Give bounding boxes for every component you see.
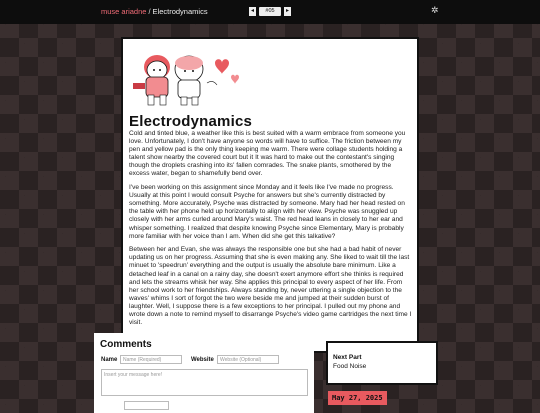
story-body — [129, 130, 413, 333]
date-badge: May 27, 2025 — [328, 391, 387, 405]
next-part-box[interactable] — [326, 341, 438, 385]
story-paragraph: Between her and Evan, she was always the responsible one but she had a bad habit of never updating us on her progress. Assuming that she is even making any. She liked to wait till the last minuet to 'speedrun' everything and the output is usually the absolute bare minimum. Like a detached leaf in a canal on a rainy day, she doesn't exert anymore effort she thinks is required and lets the streams whisk her way. She applies this principal to every aspect of her life. From her school work to her friendships. Always standing by, never uttering a single objection to the waves' whims I sort of forgot the two were beside me and jumped at their sudden burst of laughter. Well, I suppose there is a few exceptions to her principal. I pulled out my phone and wrote down a note to remind myself to disarrange Psyche's video game cartridges the next time I visit. — [129, 246, 412, 327]
comments-section — [94, 333, 314, 413]
next-chapter-button[interactable]: ▸ — [285, 8, 289, 14]
submit-button[interactable] — [124, 401, 169, 410]
breadcrumb — [101, 7, 208, 16]
star-icon[interactable]: ✲ — [431, 5, 439, 15]
message-textarea[interactable]: Insert your message here! — [101, 369, 308, 396]
name-input[interactable]: Name (Required) — [120, 355, 182, 364]
heart-icon — [231, 75, 239, 84]
name-label: Name — [101, 357, 118, 363]
website-label: Website — [191, 357, 214, 363]
character-right-icon — [175, 56, 203, 105]
story-card — [121, 37, 419, 353]
prev-chapter-button[interactable]: ◂ — [250, 8, 254, 14]
story-title: Electrodynamics — [129, 113, 253, 130]
heart-icon — [215, 59, 229, 74]
character-illustration — [129, 47, 244, 107]
next-part-label: Next Part — [333, 354, 362, 361]
top-bar — [0, 0, 540, 24]
breadcrumb-current-page: Electrodynamics — [152, 7, 208, 16]
next-part-link[interactable]: Food Noise — [333, 363, 367, 370]
breadcrumb-site-link[interactable]: muse ariadne — [101, 7, 147, 16]
comments-title: Comments — [100, 339, 152, 350]
website-input[interactable]: Website (Optional) — [217, 355, 279, 364]
story-paragraph: Cold and tinted blue, a weather like this is best suited with a warm embrace from someone you love. Unfortunately, I don't have anyone so words will have to suffice. The friction between my pen and yellow pad is the only thing keeping me warm. There were collage students holding a talent show nearby the covered court but it It was hard to make out the contestant's singing though the droplets crashing into its' fallen comrades. The snake plants, smothered by the excess water, began to shamefully bend over. — [129, 130, 406, 178]
breadcrumb-separator: / — [148, 7, 151, 16]
story-paragraph: I've been working on this assignment since Monday and it feels like I've made no progress. Usually at this point I would consult Psyche for answers but she's currently distracted by something. More accurately, Psyche was distracted by someone. Mary had her head rested on the table with her phone held up horizontally to align with her view. Psyche was snuggled up closely with her arms curled around Mary's waist. The red head leans in closely to her ear and whisper something. I realized that despite knowing Psyche since Elementary, Mary is probably more familiar with her voice than I am. When did she get this talkative? — [129, 184, 405, 240]
character-left-icon — [133, 55, 170, 105]
chapter-select[interactable]: #05 — [259, 7, 281, 16]
chapter-pager — [249, 7, 291, 16]
